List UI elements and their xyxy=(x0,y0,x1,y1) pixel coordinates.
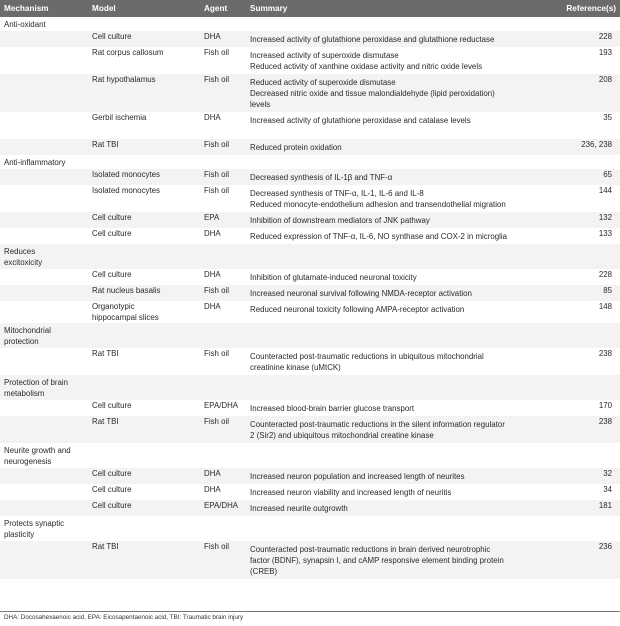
table-row xyxy=(0,484,620,500)
reference-cell: 132 xyxy=(548,212,620,228)
footnote: DHA: Docosahexaenoic acid, EPA: Eicosapentaenoic acid, TBI: Traumatic brain injury xyxy=(4,614,244,621)
summary-cell-line: Increased activity of glutathione peroxidase and glutathione reductase xyxy=(250,35,495,44)
summary-cell xyxy=(246,139,548,155)
table-row xyxy=(0,400,620,416)
summary-cell xyxy=(246,169,548,185)
table-row xyxy=(0,269,620,285)
summary-cell-line: Reduced neuronal toxicity following AMPA-receptor activation xyxy=(250,305,465,314)
summary-cell xyxy=(246,500,548,516)
mechanism-cell xyxy=(0,323,620,348)
summary-cell-line: Inhibition of glutamate-induced neuronal toxicity xyxy=(250,273,417,282)
reference-cell: 133 xyxy=(598,229,612,238)
model-cell xyxy=(88,541,200,579)
model-cell-line: Isolated monocytes xyxy=(92,186,160,195)
summary-cell-line: Decreased nitric oxide and tissue malondialdehyde (lipid peroxidation) xyxy=(250,89,495,98)
table-row xyxy=(0,212,620,228)
table-row xyxy=(0,112,620,139)
summary-cell-line: Increased activity of glutathione peroxidase and catalase levels xyxy=(250,116,471,125)
mechanism-cell xyxy=(0,516,620,541)
mechanism-cell-line: Protects synaptic xyxy=(4,519,65,528)
reference-cell: 181 xyxy=(548,500,620,516)
model-cell xyxy=(88,212,200,228)
model-cell-line: Gerbil ischemia xyxy=(92,113,147,122)
agent-cell: DHA xyxy=(204,113,221,122)
table-row xyxy=(0,301,620,323)
mechanism-spacer xyxy=(0,348,88,375)
mechanism-cell xyxy=(0,375,620,400)
mechanism-spacer xyxy=(0,212,88,228)
reference-cell: 32 xyxy=(548,468,620,484)
table-row xyxy=(0,348,620,375)
mechanism-spacer xyxy=(0,31,88,47)
mechanism-spacer xyxy=(0,468,88,484)
model-cell-line: Rat hypothalamus xyxy=(92,75,156,84)
reference-cell: 85 xyxy=(548,285,620,301)
agent-cell: DHA xyxy=(204,485,221,494)
summary-cell xyxy=(246,468,548,484)
table-row xyxy=(0,47,620,74)
reference-cell: 193 xyxy=(598,48,612,57)
reference-cell: 148 xyxy=(598,302,612,311)
summary-cell xyxy=(246,185,548,212)
reference-cell: 228 xyxy=(598,270,612,279)
summary-cell xyxy=(246,541,548,579)
mechanism-spacer xyxy=(0,228,88,244)
reference-cell: 228 xyxy=(548,31,620,47)
summary-cell-line: 2 (Sir2) and ubiquitous mitochondrial creatine kinase xyxy=(250,431,434,440)
model-cell-line: Rat TBI xyxy=(92,349,119,358)
summary-cell xyxy=(246,301,548,323)
table-header xyxy=(0,0,620,17)
model-cell xyxy=(88,228,200,244)
agent-cell: EPA xyxy=(200,212,246,228)
model-cell-line: Cell culture xyxy=(92,229,132,238)
agent-cell: Fish oil xyxy=(200,169,246,185)
summary-cell xyxy=(246,212,548,228)
summary-cell xyxy=(246,348,548,375)
table-row xyxy=(0,169,620,185)
summary-cell xyxy=(246,47,548,74)
model-cell-line: hippocampal slices xyxy=(92,313,159,322)
reference-cell: 236, 238 xyxy=(548,139,620,155)
agent-cell: DHA xyxy=(204,302,221,311)
agent-cell: DHA xyxy=(200,468,246,484)
model-cell xyxy=(88,185,200,212)
mechanism-row xyxy=(0,375,620,400)
header-model: Model xyxy=(92,4,116,13)
summary-cell-line: Inhibition of downstream mediators of JNK pathway xyxy=(250,216,430,225)
mechanism-row xyxy=(0,323,620,348)
summary-cell-line: Increased neurite outgrowth xyxy=(250,504,348,513)
mechanism-cell-line: Neurite growth and xyxy=(4,446,71,455)
reference-cell: 238 xyxy=(548,416,620,443)
mechanism-spacer xyxy=(0,400,88,416)
mechanism-spacer xyxy=(0,285,88,301)
agent-cell: Fish oil xyxy=(200,74,246,112)
agent-cell: DHA xyxy=(200,31,246,47)
mechanism-spacer xyxy=(0,301,88,323)
summary-cell-line: creatinine kinase (uMtCK) xyxy=(250,363,341,372)
model-cell-line: Organotypic xyxy=(92,302,135,311)
summary-cell-line: Increased neuron viability and increased length of neuritis xyxy=(250,488,452,497)
mechanism-row xyxy=(0,155,620,169)
mechanism-spacer xyxy=(0,269,88,285)
reference-cell: 236 xyxy=(548,541,620,579)
model-cell-line: Cell culture xyxy=(92,485,132,494)
header-agent: Agent xyxy=(204,4,228,13)
model-cell-line: Rat TBI xyxy=(92,542,119,551)
summary-cell xyxy=(246,416,548,443)
model-cell xyxy=(88,285,200,301)
model-cell-line: Cell culture xyxy=(92,501,132,510)
summary-cell-line: Counteracted post-traumatic reductions in ubiquitous mitochondrial xyxy=(250,352,484,361)
agent-cell: Fish oil xyxy=(200,541,246,579)
agent-cell: Fish oil xyxy=(200,416,246,443)
summary-cell-line: Decreased synthesis of IL-1β and TNF-α xyxy=(250,173,393,182)
model-cell xyxy=(88,484,200,500)
model-cell-line: Rat nucleus basalis xyxy=(92,286,161,295)
table-body xyxy=(0,17,620,579)
table-row xyxy=(0,139,620,155)
summary-cell-line: Increased neuronal survival following NMDA-receptor activation xyxy=(250,289,472,298)
summary-cell xyxy=(246,285,548,301)
summary-cell-line: Reduced expression of TNF-α, IL-6, NO synthase and COX-2 in microglia xyxy=(250,232,508,241)
model-cell xyxy=(88,169,200,185)
reference-cell: 65 xyxy=(548,169,620,185)
model-cell xyxy=(88,31,200,47)
model-cell-line: Cell culture xyxy=(92,32,132,41)
model-cell-line: Rat TBI xyxy=(92,140,119,149)
summary-cell xyxy=(246,31,548,47)
mechanism-cell-line: excitoxicity xyxy=(4,258,43,267)
agent-cell: Fish oil xyxy=(200,139,246,155)
mechanism-spacer xyxy=(0,416,88,443)
reference-cell: 35 xyxy=(603,113,612,122)
summary-cell-line: Increased neuron population and increased length of neurites xyxy=(250,472,465,481)
agent-cell: EPA/DHA xyxy=(200,500,246,516)
agent-cell: Fish oil xyxy=(200,285,246,301)
summary-cell-line: Reduced monocyte-endothelium adhesion and transendothelial migration xyxy=(250,200,506,209)
reference-cell: 34 xyxy=(603,485,612,494)
header-summary: Summary xyxy=(250,4,288,13)
summary-cell xyxy=(246,269,548,285)
model-cell-line: Isolated monocytes xyxy=(92,170,160,179)
mechanism-spacer xyxy=(0,500,88,516)
table-row xyxy=(0,185,620,212)
summary-cell xyxy=(246,228,548,244)
model-cell-line: Cell culture xyxy=(92,213,132,222)
mechanism-cell-line: Anti-inflammatory xyxy=(4,158,66,167)
summary-cell-line: levels xyxy=(250,100,271,109)
mechanism-spacer xyxy=(0,185,88,212)
mechanism-cell-line: neurogenesis xyxy=(4,457,52,466)
mechanism-spacer xyxy=(0,484,88,500)
mechanism-spacer xyxy=(0,112,88,139)
agent-cell: EPA/DHA xyxy=(204,401,239,410)
mechanism-spacer xyxy=(0,139,88,155)
model-cell-line: Cell culture xyxy=(92,270,132,279)
table-row xyxy=(0,228,620,244)
agent-cell: Fish oil xyxy=(204,349,229,358)
model-cell xyxy=(88,348,200,375)
mechanism-cell xyxy=(0,443,620,468)
summary-cell-line: factor (BDNF), synapsin I, and cAMP responsive element binding protein xyxy=(250,556,504,565)
summary-cell xyxy=(246,400,548,416)
mechanism-row xyxy=(0,443,620,468)
mechanism-cell-line: Anti-oxidant xyxy=(4,20,46,29)
agent-cell: DHA xyxy=(204,270,221,279)
table-row xyxy=(0,416,620,443)
agent-cell: DHA xyxy=(204,229,221,238)
mechanism-cell xyxy=(0,244,620,269)
summary-cell-line: (CREB) xyxy=(250,567,278,576)
summary-cell-line: Increased activity of superoxide dismutase xyxy=(250,51,399,60)
reference-cell: 170 xyxy=(598,401,612,410)
model-cell xyxy=(88,47,200,74)
model-cell xyxy=(88,416,200,443)
mechanism-cell xyxy=(0,17,620,31)
model-cell-line: Cell culture xyxy=(92,401,132,410)
mechanism-spacer xyxy=(0,74,88,112)
model-cell-line: Cell culture xyxy=(92,469,132,478)
header-reference: Reference(s) xyxy=(566,4,616,13)
summary-cell-line: Reduced activity of superoxide dismutase xyxy=(250,78,396,87)
summary-cell-line: Counteracted post-traumatic reductions in brain derived neurotrophic xyxy=(250,545,491,554)
summary-cell xyxy=(246,484,548,500)
mechanism-cell-line: Protection of brain xyxy=(4,378,69,387)
mechanism-spacer xyxy=(0,169,88,185)
model-cell-line: Rat TBI xyxy=(92,417,119,426)
summary-cell xyxy=(246,74,548,112)
header-mechanism: Mechanism xyxy=(4,4,49,13)
summary-cell-line: Increased blood-brain barrier glucose transport xyxy=(250,404,415,413)
model-cell-line: Rat corpus callosum xyxy=(92,48,164,57)
table-row xyxy=(0,541,620,579)
mechanism-spacer xyxy=(0,47,88,74)
table-row xyxy=(0,285,620,301)
mechanism-cell-line: Mitochondrial xyxy=(4,326,51,335)
mechanism-cell-line: plasticity xyxy=(4,530,35,539)
summary-cell-line: Reduced activity of xanthine oxidase activity and nitric oxide levels xyxy=(250,62,483,71)
table-row xyxy=(0,468,620,484)
reference-cell: 238 xyxy=(598,349,612,358)
table-row xyxy=(0,74,620,112)
summary-cell-line: Decreased synthesis of TNF-α, IL-1, IL-6 and IL-8 xyxy=(250,189,424,198)
reference-cell: 144 xyxy=(598,186,612,195)
mechanism-cell-line: protection xyxy=(4,337,39,346)
reference-cell: 208 xyxy=(548,74,620,112)
mechanism-spacer xyxy=(0,541,88,579)
mechanism-row xyxy=(0,516,620,541)
mechanism-cell-line: Reduces xyxy=(4,247,36,256)
mechanism-cell-line: metabolism xyxy=(4,389,45,398)
model-cell xyxy=(88,74,200,112)
mechanism-row xyxy=(0,244,620,269)
model-cell xyxy=(88,301,200,323)
model-cell xyxy=(88,468,200,484)
agent-cell: Fish oil xyxy=(204,48,229,57)
summary-cell-line: Reduced protein oxidation xyxy=(250,143,342,152)
model-cell xyxy=(88,500,200,516)
summary-cell xyxy=(246,112,548,139)
model-cell xyxy=(88,400,200,416)
table-row xyxy=(0,31,620,47)
model-cell xyxy=(88,269,200,285)
mechanism-cell xyxy=(0,155,620,169)
mechanism-row xyxy=(0,17,620,31)
table-row xyxy=(0,500,620,516)
model-cell xyxy=(88,139,200,155)
footnote-divider xyxy=(0,611,620,612)
agent-cell: Fish oil xyxy=(204,186,229,195)
model-cell xyxy=(88,112,200,139)
summary-cell-line: Counteracted post-traumatic reductions in the silent information regulator xyxy=(250,420,505,429)
